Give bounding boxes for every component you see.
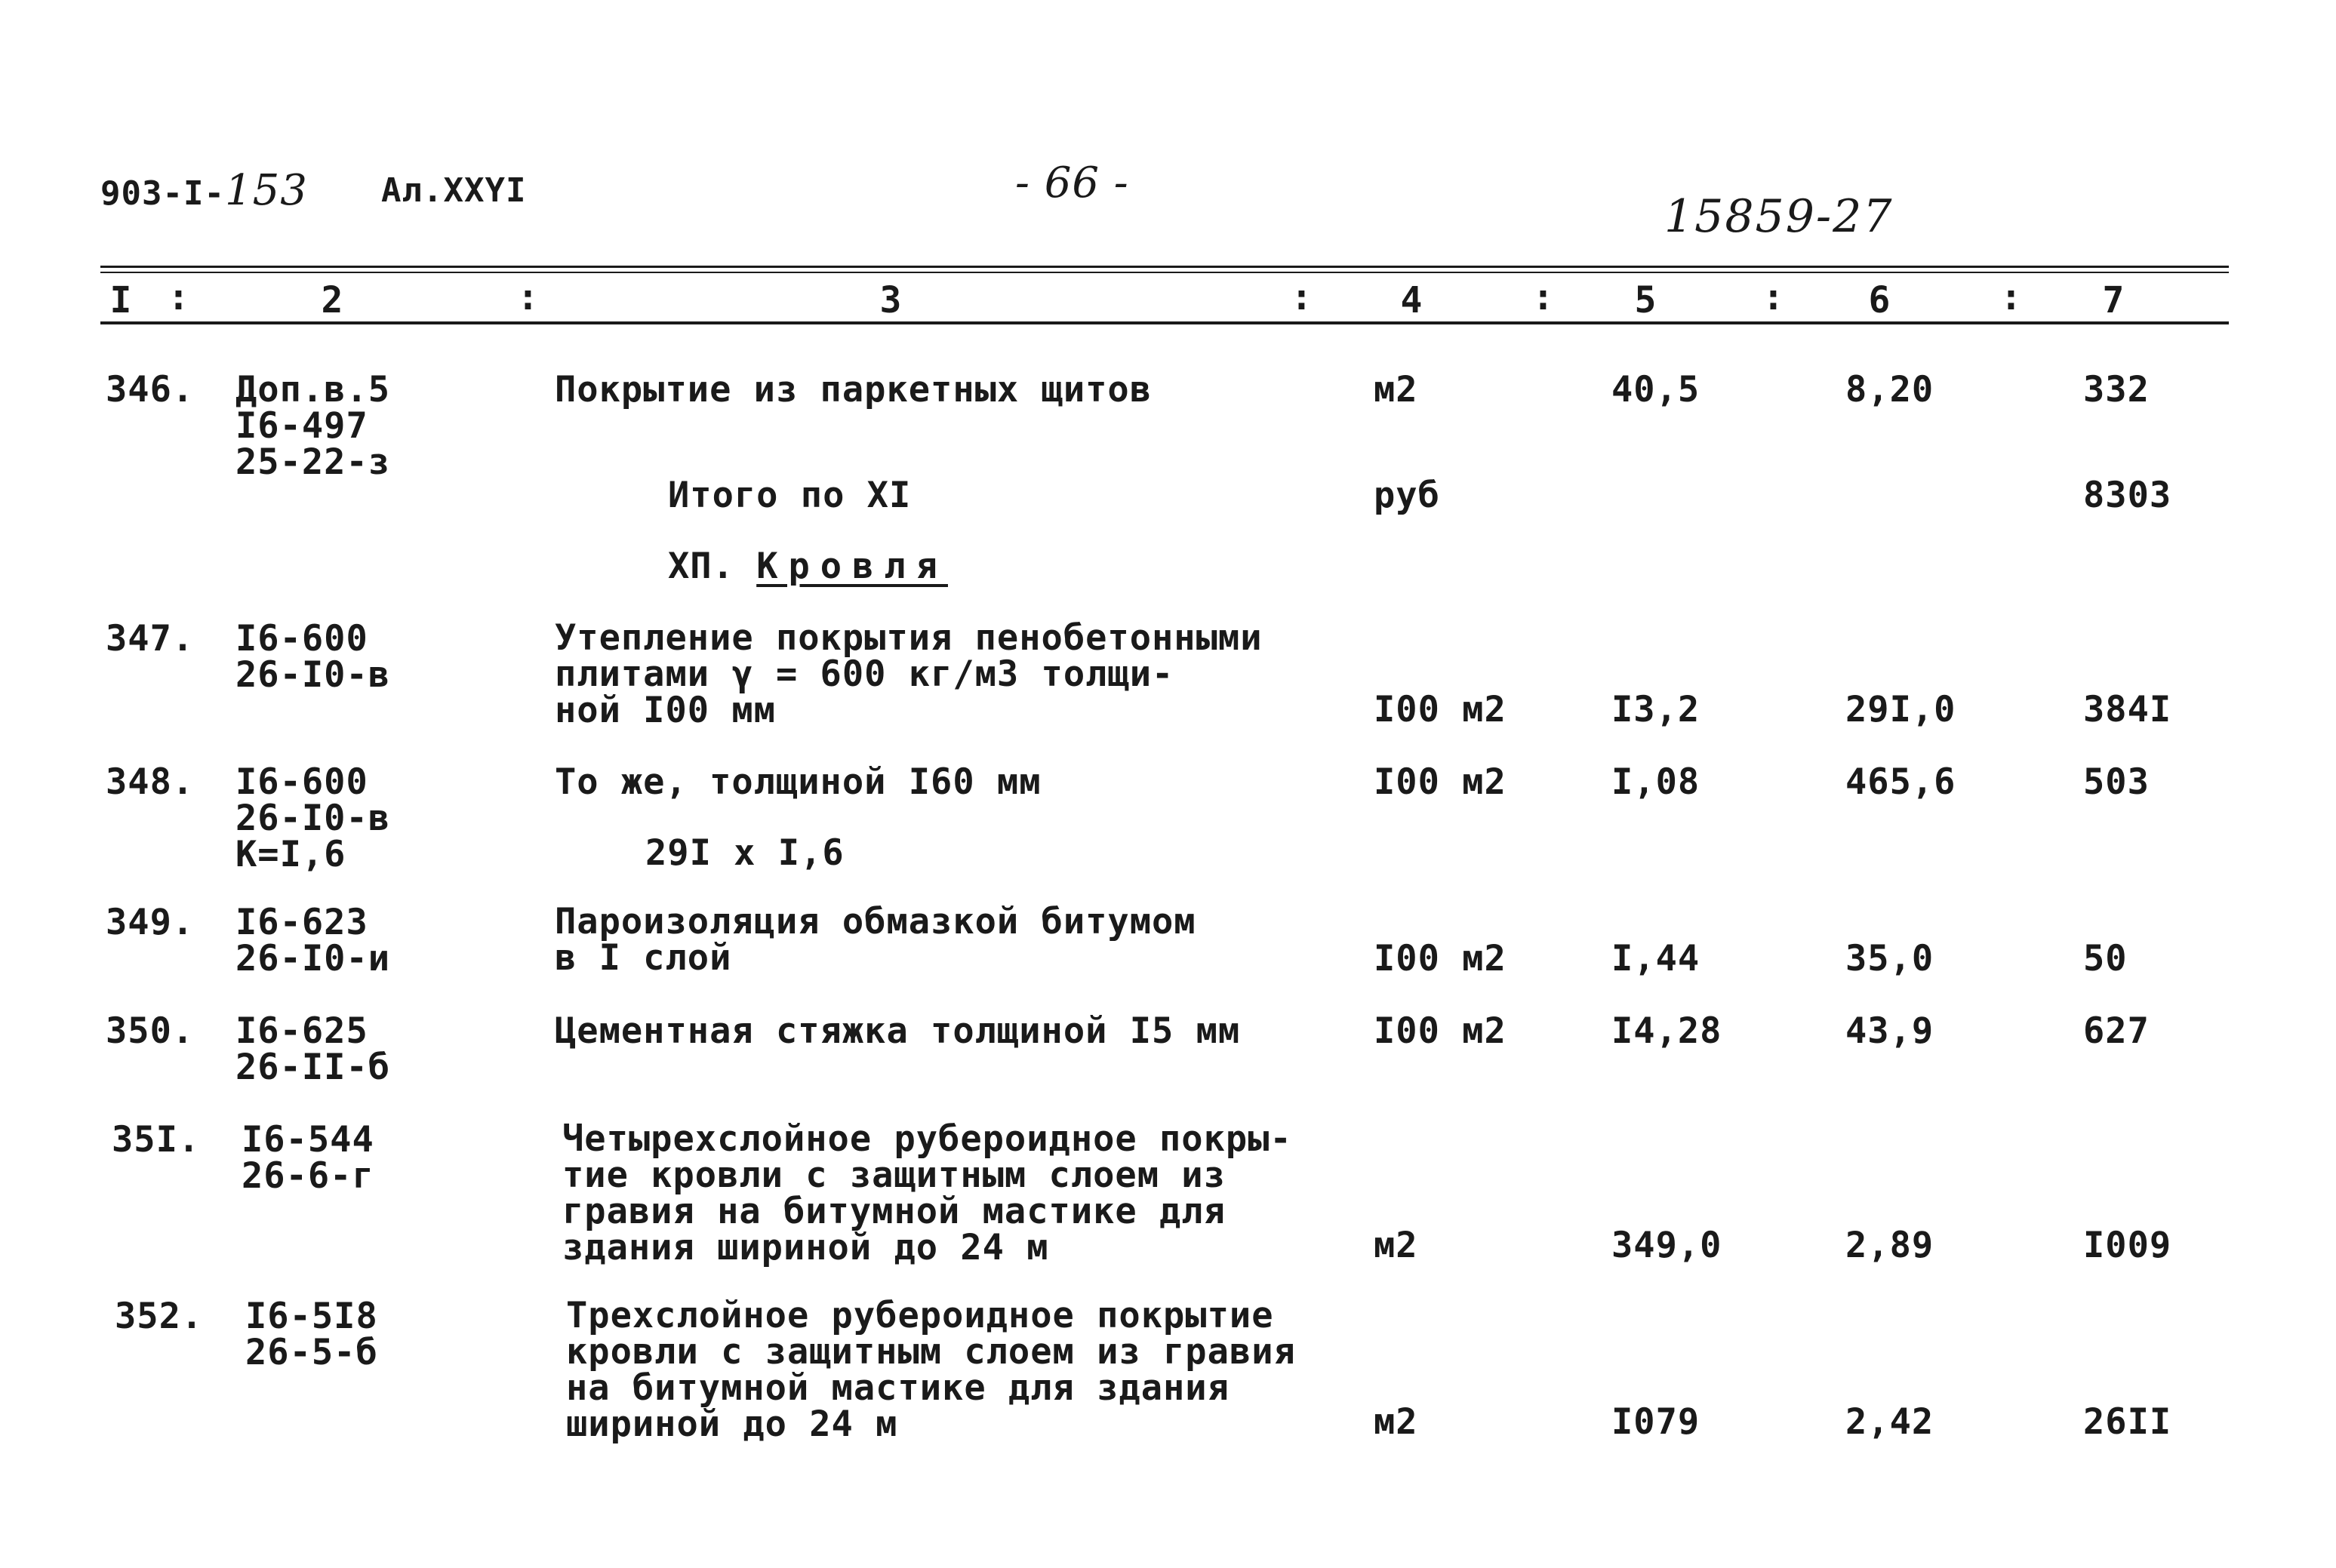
row-347-qty: I3,2 xyxy=(1611,689,1700,730)
row-352-num: 352. xyxy=(115,1296,204,1337)
col-header-7: 7 xyxy=(2102,279,2125,321)
row-346-total: 332 xyxy=(2083,369,2150,410)
header-bottom-rule xyxy=(100,321,2229,324)
row-349-num: 349. xyxy=(106,902,195,943)
row-346-code-2: I6-497 xyxy=(235,405,368,447)
doc-code xyxy=(100,166,308,215)
row-349-code-2: 26-I0-и xyxy=(235,938,391,979)
itogo-label: Итого по XI xyxy=(668,475,912,516)
album-label: Ал.XXYI xyxy=(381,171,527,210)
row-352-qty: I079 xyxy=(1611,1401,1700,1443)
row-347-desc-3: ной I00 мм xyxy=(555,690,776,731)
row-352-code-2: 26-5-б xyxy=(245,1332,378,1373)
row-352-desc-3: на битумной мастике для здания xyxy=(566,1367,1230,1409)
row-352-desc-1: Трехслойное рубероидное покрытие xyxy=(566,1295,1274,1336)
row-350-desc: Цементная стяжка толщиной I5 мм xyxy=(555,1010,1241,1052)
row-346-code-3: 25-22-з xyxy=(235,441,391,483)
row-350-code-2: 26-II-б xyxy=(235,1047,391,1088)
row-352-desc-2: кровли с защитным слоем из гравия xyxy=(566,1331,1296,1373)
row-351-desc-1: Четырехслойное рубероидное покры- xyxy=(562,1118,1292,1160)
row-348-code-3: К=I,6 xyxy=(235,834,346,875)
row-351-code-1: I6-544 xyxy=(242,1119,374,1161)
section-heading xyxy=(668,548,948,586)
row-347-desc-1: Утепление покрытия пенобетонными xyxy=(555,617,1263,659)
row-351-code-2: 26-6-г xyxy=(242,1155,374,1197)
col-sep: : xyxy=(2000,276,2022,318)
row-348-qty: I,08 xyxy=(1611,761,1700,803)
col-header-6: 6 xyxy=(1868,279,1891,321)
row-348-note: 29I х I,6 xyxy=(645,832,845,874)
row-351-price: 2,89 xyxy=(1845,1225,1934,1266)
row-351-desc-2: тие кровли с защитным слоем из xyxy=(562,1154,1226,1196)
row-352-price: 2,42 xyxy=(1845,1401,1934,1443)
section-title: Кровля xyxy=(756,546,948,587)
row-350-price: 43,9 xyxy=(1845,1010,1934,1052)
row-348-total: 503 xyxy=(2083,761,2150,803)
row-350-num: 350. xyxy=(106,1010,195,1052)
row-346-code-1: Доп.в.5 xyxy=(235,369,391,410)
row-347-code-2: 26-I0-в xyxy=(235,654,391,696)
row-348-num: 348. xyxy=(106,761,195,803)
row-351-unit: м2 xyxy=(1374,1225,1418,1266)
row-352-total: 26II xyxy=(2083,1401,2172,1443)
row-350-total: 627 xyxy=(2083,1010,2150,1052)
row-352-desc-4: шириной до 24 м xyxy=(566,1404,898,1445)
row-350-unit: I00 м2 xyxy=(1374,1010,1507,1052)
doc-code-prefix: 903-I- xyxy=(100,174,225,213)
row-349-total: 50 xyxy=(2083,938,2128,979)
col-sep: : xyxy=(1532,276,1554,318)
row-350-code-1: I6-625 xyxy=(235,1010,368,1052)
row-348-code-2: 26-I0-в xyxy=(235,798,391,839)
row-347-price: 29I,0 xyxy=(1845,689,1956,730)
row-348-desc: То же, толщиной I60 мм xyxy=(555,761,1042,803)
section-number: XП. xyxy=(668,546,734,587)
row-349-qty: I,44 xyxy=(1611,938,1700,979)
doc-code-handwritten: 153 xyxy=(224,166,308,215)
row-347-num: 347. xyxy=(106,618,195,659)
row-346-num: 346. xyxy=(106,369,195,410)
col-sep: : xyxy=(168,276,189,318)
page-number: - 66 - xyxy=(1015,158,1129,208)
row-347-code-1: I6-600 xyxy=(235,618,368,659)
col-header-1: I xyxy=(109,279,132,321)
col-sep: : xyxy=(1762,276,1784,318)
row-349-desc-1: Пароизоляция обмазкой битумом xyxy=(555,901,1196,942)
row-346-price: 8,20 xyxy=(1845,369,1934,410)
header-top-rule-2 xyxy=(100,272,2229,273)
row-351-desc-3: гравия на битумной мастике для xyxy=(562,1191,1226,1232)
row-349-desc-2: в I слой xyxy=(555,937,732,979)
row-350-qty: I4,28 xyxy=(1611,1010,1722,1052)
row-351-num: 35I. xyxy=(112,1119,201,1161)
row-351-qty: 349,0 xyxy=(1611,1225,1722,1266)
row-346-desc: Покрытие из паркетных щитов xyxy=(555,369,1153,410)
row-349-code-1: I6-623 xyxy=(235,902,368,943)
col-header-2: 2 xyxy=(321,279,343,321)
row-346-qty: 40,5 xyxy=(1611,369,1700,410)
row-352-unit: м2 xyxy=(1374,1401,1418,1443)
row-346-unit: м2 xyxy=(1374,369,1418,410)
sheet-number: 15859-27 xyxy=(1664,190,1894,243)
row-347-desc-2: плитами γ = 600 кг/м3 толщи- xyxy=(555,653,1174,695)
header-top-rule xyxy=(100,266,2229,268)
row-349-unit: I00 м2 xyxy=(1374,938,1507,979)
row-348-unit: I00 м2 xyxy=(1374,761,1507,803)
itogo-total: 8303 xyxy=(2083,475,2172,516)
row-348-code-1: I6-600 xyxy=(235,761,368,803)
itogo-unit: руб xyxy=(1374,475,1440,516)
col-sep: : xyxy=(1291,276,1313,318)
col-sep: : xyxy=(517,276,539,318)
row-347-unit: I00 м2 xyxy=(1374,689,1507,730)
row-352-code-1: I6-5I8 xyxy=(245,1296,378,1337)
row-351-desc-4: здания шириной до 24 м xyxy=(562,1227,1049,1268)
col-header-3: 3 xyxy=(879,279,902,321)
col-header-5: 5 xyxy=(1634,279,1657,321)
row-348-price: 465,6 xyxy=(1845,761,1956,803)
col-header-4: 4 xyxy=(1400,279,1423,321)
row-347-total: 384I xyxy=(2083,689,2172,730)
row-351-total: I009 xyxy=(2083,1225,2172,1266)
row-349-price: 35,0 xyxy=(1845,938,1934,979)
